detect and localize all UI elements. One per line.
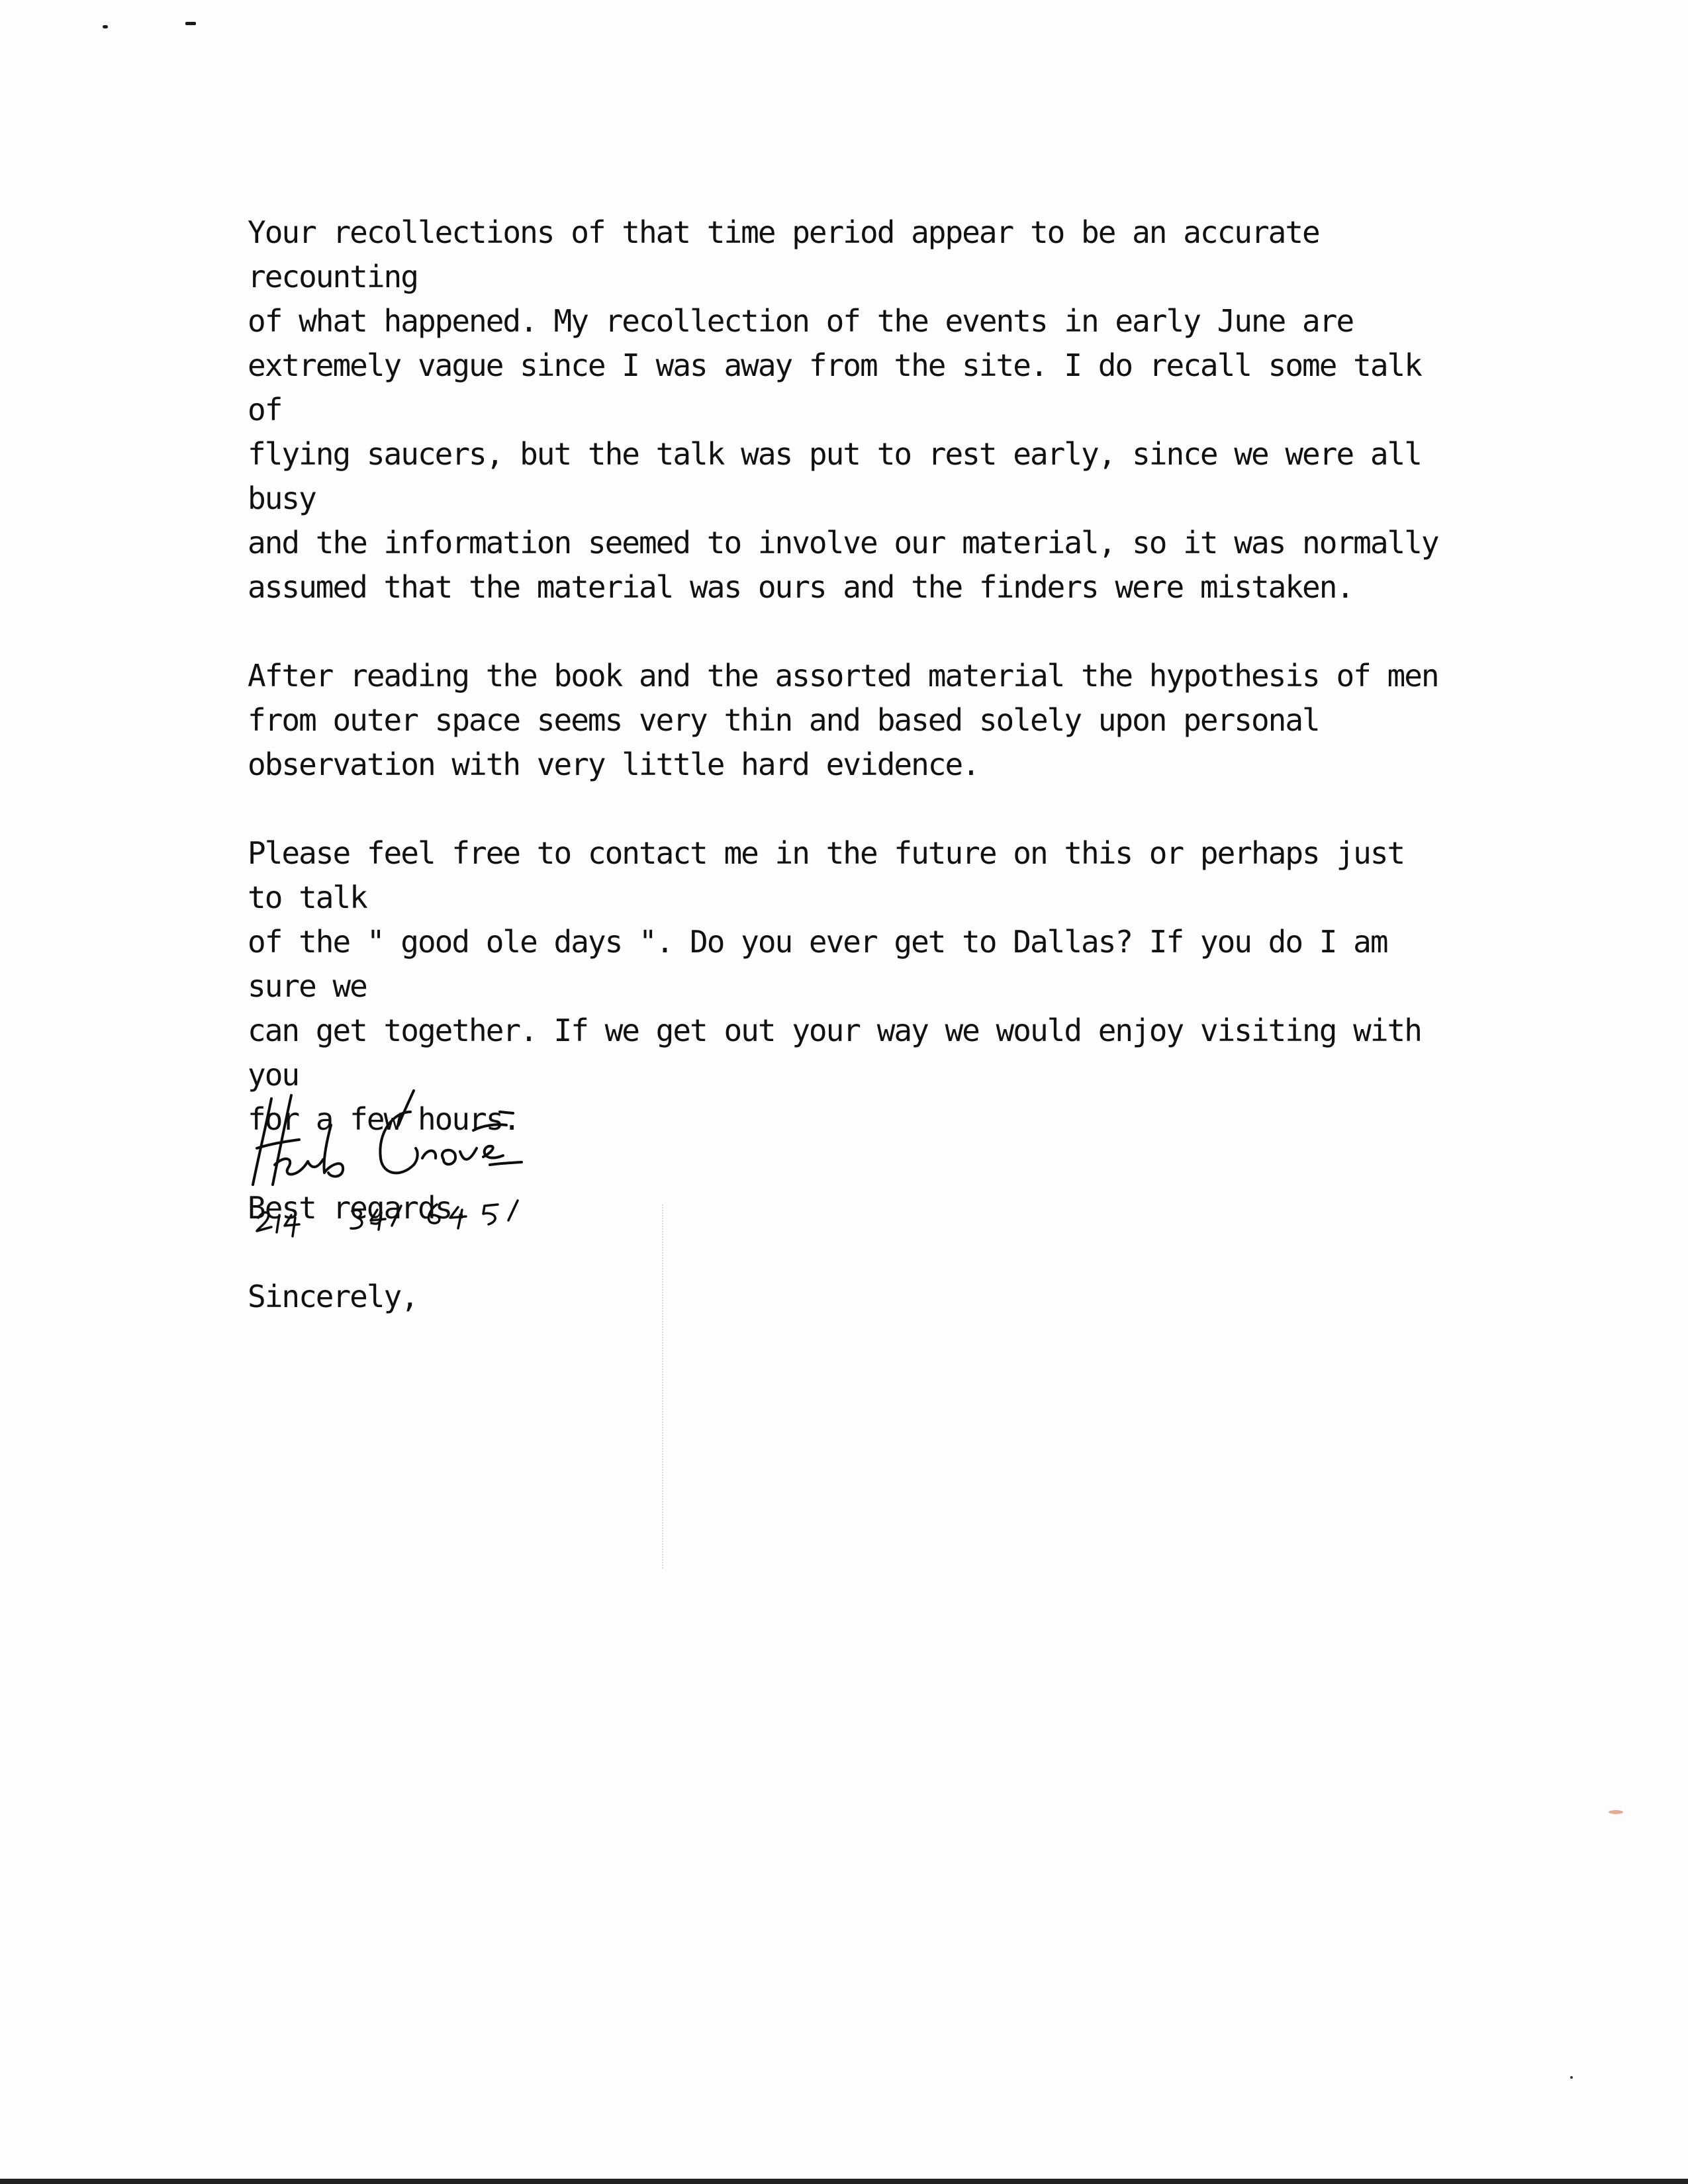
letter-paragraph-3: Please feel free to contact me in the future on this or perhaps just to talk of the " good ole days ". Do you ever get to Dallas? If you do I am sure we can get together. If we get out your way we would enjoy visiting with you for a few hours.: [248, 835, 1421, 1137]
scan-artifact-line: [662, 1205, 665, 1569]
handwritten-signature: [245, 1085, 642, 1251]
letter-paragraph-1: Your recollections of that time period appear to be an accurate recounting of what happened. My recollection of the events in early June are extremely vague since I was away from the site. I do recall some talk of flying saucers, but the talk was put to rest early, since we were all busy and the information seemed to involve our material, so it was normally assumed that the material was ours and the finders were mistaken.: [248, 214, 1438, 605]
scan-speck: [103, 25, 108, 28]
best-regards: Best regards.: [248, 1190, 469, 1226]
scan-speck: [1609, 1810, 1623, 1814]
valediction: Sincerely,: [248, 1279, 418, 1314]
letter-paragraph-2: After reading the book and the assorted material the hypothesis of men from outer space seems very thin and based solely upon personal observation with very little hard evidence.: [248, 658, 1438, 782]
scan-bottom-edge: [0, 2179, 1688, 2184]
signature-block: [245, 1085, 642, 1251]
scan-speck: [185, 22, 196, 25]
scan-speck: [1570, 2076, 1573, 2079]
